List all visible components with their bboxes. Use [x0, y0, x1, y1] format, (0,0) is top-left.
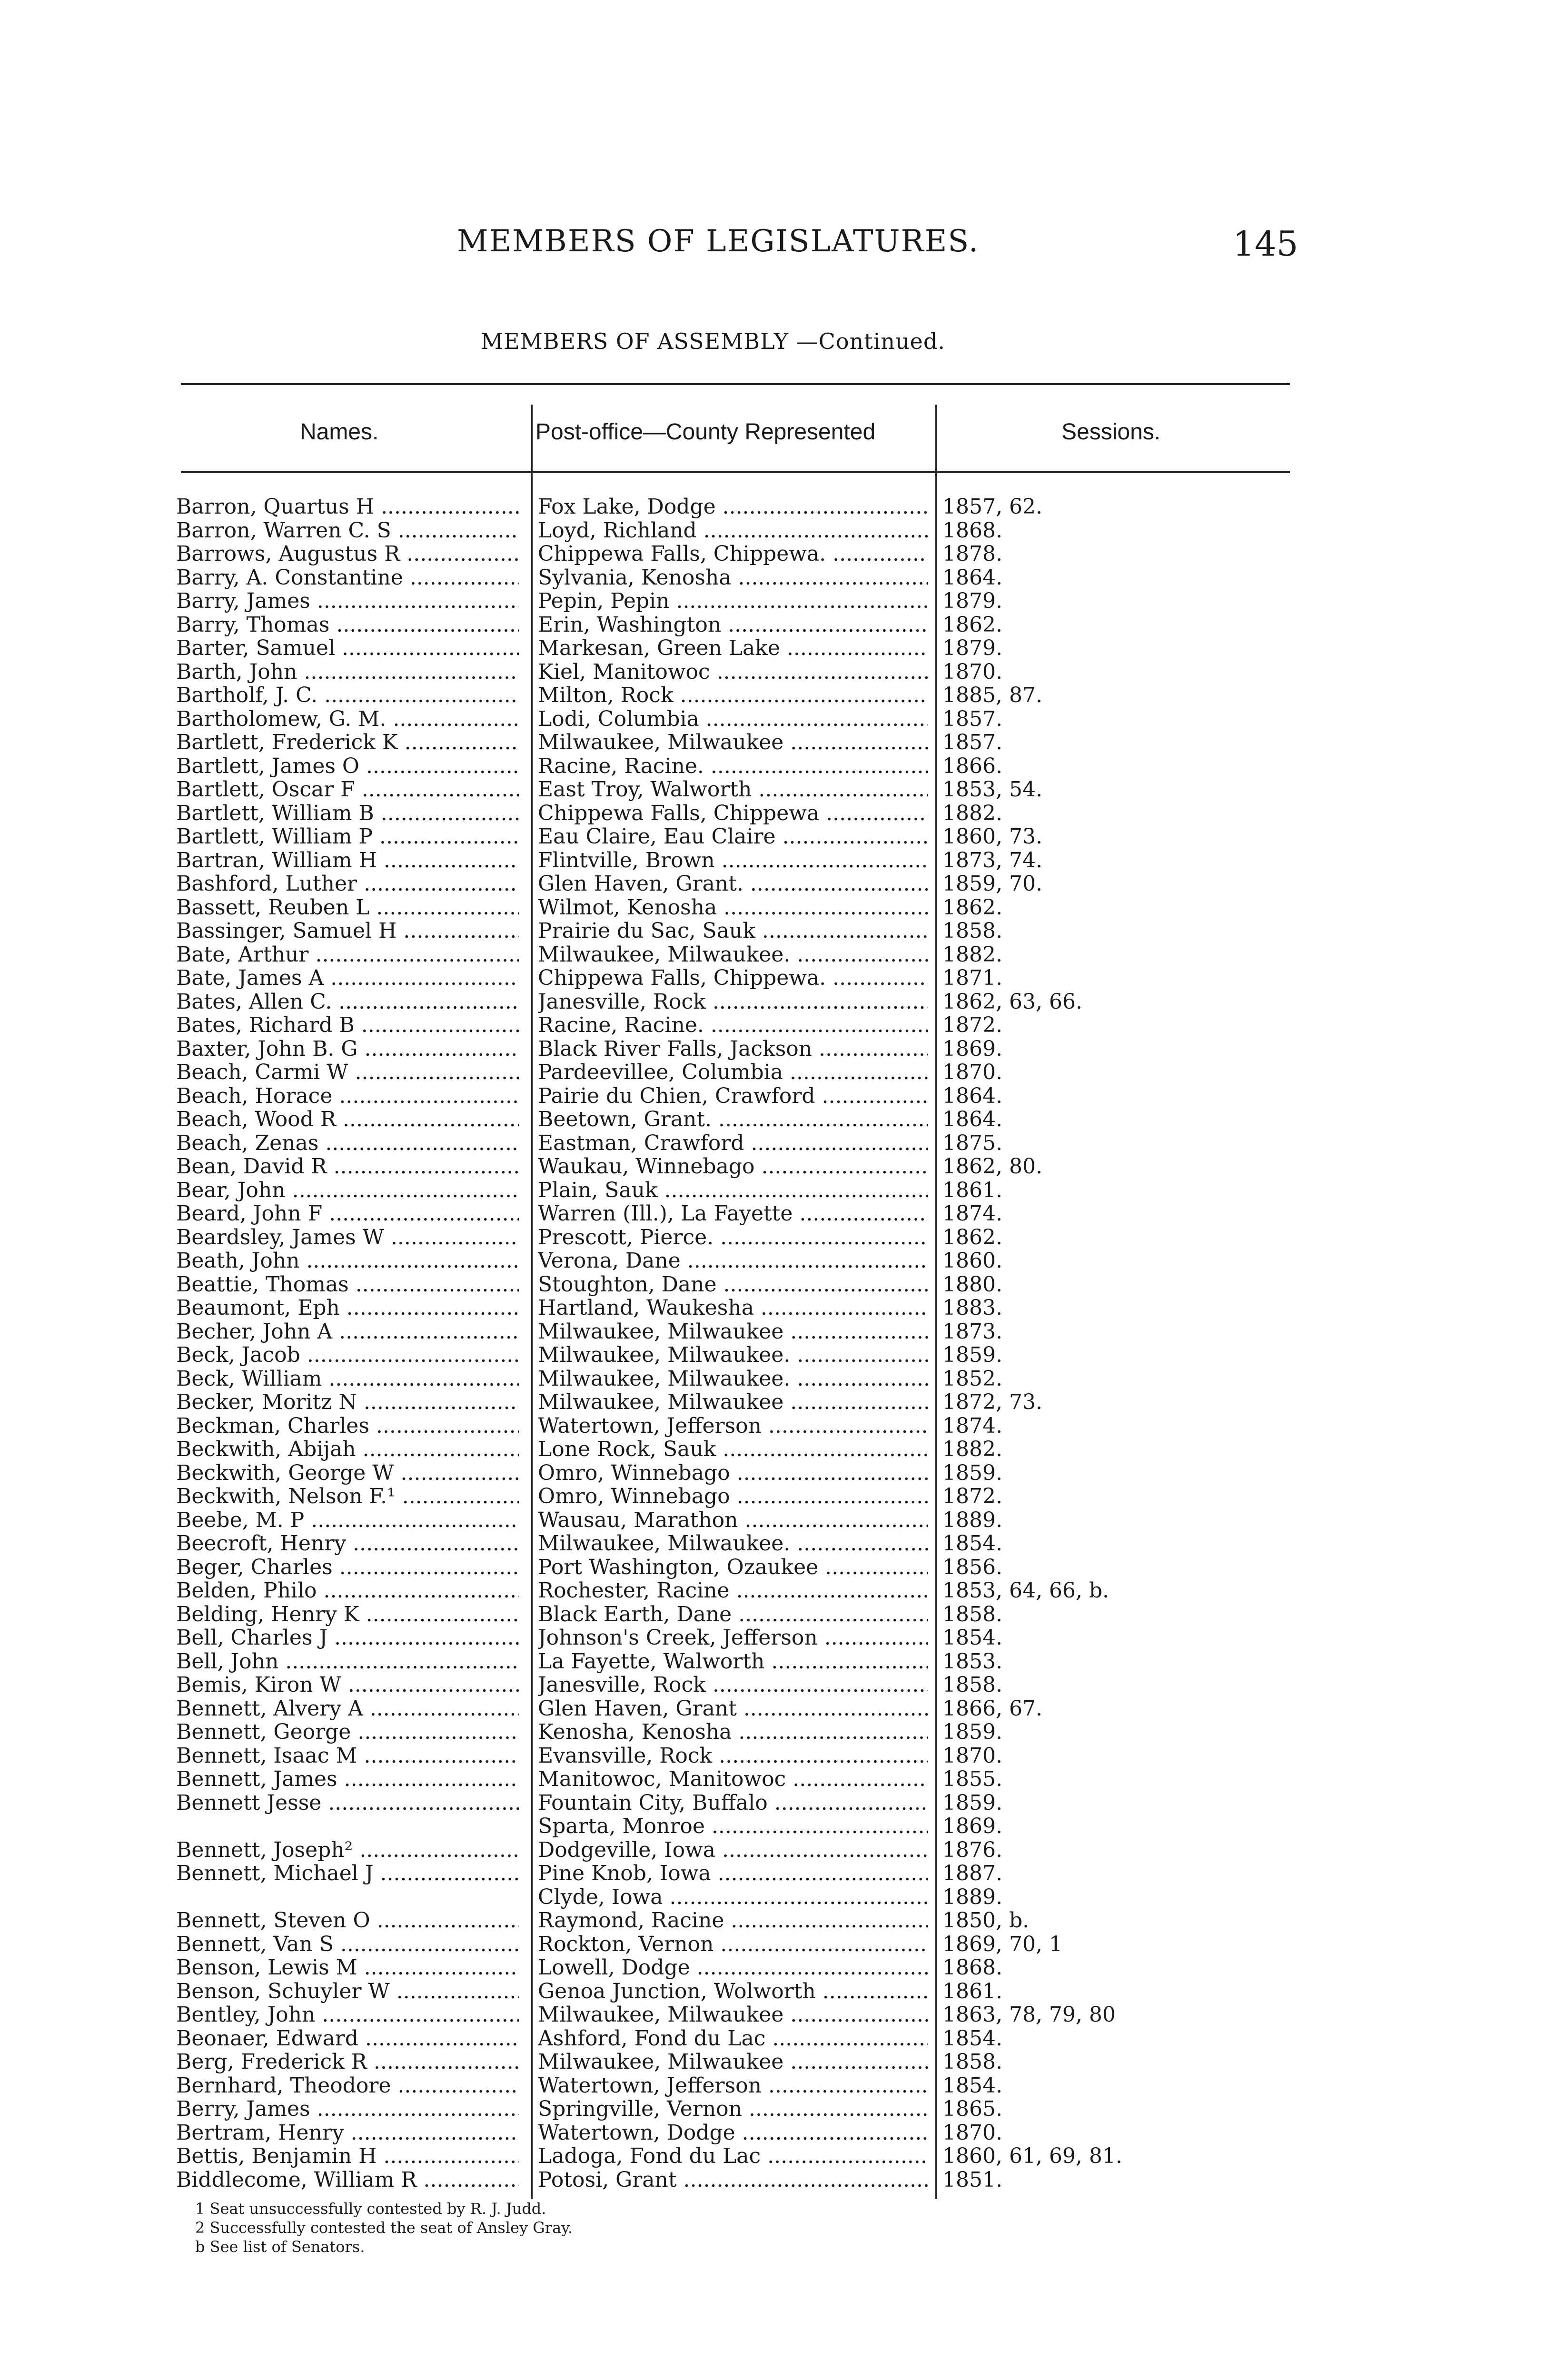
- member-name: Benson, Schuyler W .....: [176, 1980, 519, 2003]
- table-row: [0, 943, 1546, 967]
- post-office-county: Racine, Racine. .....: [538, 1013, 928, 1037]
- table-row: [0, 1767, 1546, 1791]
- sessions: 1866, 67.: [942, 1696, 1042, 1721]
- member-name: Beonaer, Edward .....: [176, 2027, 519, 2051]
- sessions: 1869.: [942, 1037, 1002, 1061]
- sessions: 1864.: [942, 1084, 1002, 1108]
- post-office-county: Pine Knob, Iowa .....: [538, 1862, 928, 1885]
- sessions: 1864.: [942, 565, 1002, 590]
- sessions: 1854.: [942, 1531, 1002, 1556]
- footnote: b See list of Senators.: [195, 2238, 365, 2256]
- table-row: [0, 919, 1546, 943]
- table-row: [0, 2003, 1546, 2027]
- table-row: [0, 1980, 1546, 2003]
- member-name: Beckwith, George W .....: [176, 1461, 519, 1485]
- post-office-county: Black River Falls, Jackson .....: [538, 1037, 928, 1061]
- table-row: [0, 1343, 1546, 1367]
- table-row: [0, 1273, 1546, 1297]
- sessions: 1889.: [942, 1508, 1002, 1532]
- member-name: Bennett, Joseph² .....: [176, 1838, 519, 1862]
- post-office-county: Wausau, Marathon .....: [538, 1508, 928, 1532]
- sessions: 1859.: [942, 1720, 1002, 1744]
- post-office-county: Sparta, Monroe .....: [538, 1815, 928, 1838]
- table-row: [0, 542, 1546, 566]
- member-name: Bartran, William H .....: [176, 849, 519, 873]
- table-row: [0, 495, 1546, 519]
- member-name: Bartlett, Oscar F .....: [176, 778, 519, 802]
- post-office-county: Prairie du Sac, Sauk .....: [538, 919, 928, 943]
- post-office-county: Kenosha, Kenosha .....: [538, 1720, 928, 1744]
- table-row: [0, 1508, 1546, 1532]
- table-row: [0, 966, 1546, 990]
- sessions: 1854.: [942, 1626, 1002, 1650]
- table-row: [0, 1438, 1546, 1461]
- post-office-county: Chippewa Falls, Chippewa. .....: [538, 966, 928, 990]
- sessions: 1866.: [942, 754, 1002, 778]
- column-header-names: Names.: [300, 419, 379, 445]
- table-row: [0, 1838, 1546, 1862]
- sessions: 1879.: [942, 636, 1002, 660]
- sessions: 1858.: [942, 1673, 1002, 1697]
- post-office-county: Black Earth, Dane .....: [538, 1603, 928, 1626]
- sessions: 1864.: [942, 1107, 1002, 1131]
- table-row: [0, 636, 1546, 660]
- table-row: [0, 1390, 1546, 1414]
- table-row: [0, 2027, 1546, 2051]
- table-row: [0, 1720, 1546, 1744]
- sessions: 1876.: [942, 1838, 1002, 1862]
- member-name: Bentley, John .....: [176, 2003, 519, 2027]
- table-row: [0, 2074, 1546, 2098]
- post-office-county: Pardeevillee, Columbia .....: [538, 1061, 928, 1084]
- table-row: [0, 660, 1546, 684]
- member-name: Baxter, John B. G .....: [176, 1037, 519, 1061]
- sessions: 1870.: [942, 2121, 1002, 2145]
- member-name: Barry, A. Constantine .....: [176, 566, 519, 590]
- sessions: 1860.: [942, 1249, 1002, 1273]
- member-name: Barrows, Augustus R .....: [176, 542, 519, 566]
- post-office-county: Loyd, Richland .....: [538, 519, 928, 543]
- post-office-county: Warren (Ill.), La Fayette .....: [538, 1202, 928, 1226]
- table-row: [0, 825, 1546, 849]
- member-name: Bate, Arthur .....: [176, 943, 519, 967]
- member-name: Barter, Samuel .....: [176, 636, 519, 660]
- sessions: 1862.: [942, 1225, 1002, 1250]
- member-name: Bates, Richard B .....: [176, 1013, 519, 1037]
- post-office-county: Glen Haven, Grant. .....: [538, 872, 928, 896]
- member-name: Bennett, James .....: [176, 1767, 519, 1791]
- table-row: [0, 2144, 1546, 2168]
- table-row: [0, 1956, 1546, 1980]
- sessions: 1862, 63, 66.: [942, 990, 1082, 1014]
- member-name: Beach, Wood R .....: [176, 1108, 519, 1131]
- table-row: [0, 1485, 1546, 1508]
- table-row: [0, 1603, 1546, 1626]
- member-name: Bartlett, William B .....: [176, 802, 519, 825]
- sessions: 1882.: [942, 942, 1002, 967]
- post-office-county: Lodi, Columbia .....: [538, 707, 928, 731]
- sessions: 1855.: [942, 1767, 1002, 1791]
- table-row: [0, 1626, 1546, 1650]
- footnote: 2 Successfully contested the seat of Ansley Gray.: [195, 2219, 573, 2237]
- member-name: Barry, Thomas .....: [176, 613, 519, 637]
- table-row: [0, 1320, 1546, 1344]
- sessions: 1872, 73.: [942, 1390, 1042, 1414]
- member-name: Beebe, M. P .....: [176, 1508, 519, 1532]
- table-row: [0, 1249, 1546, 1273]
- table-row: [0, 872, 1546, 896]
- table-row: [0, 1461, 1546, 1485]
- sessions: 1850, b.: [942, 1908, 1030, 1933]
- post-office-county: Raymond, Racine .....: [538, 1909, 928, 1933]
- table-row: [0, 2097, 1546, 2121]
- sessions: 1871.: [942, 966, 1002, 990]
- post-office-county: Milwaukee, Milwaukee. .....: [538, 943, 928, 967]
- table-row: [0, 2121, 1546, 2145]
- member-name: Benson, Lewis M .....: [176, 1956, 519, 1980]
- member-name: Bettis, Benjamin H .....: [176, 2144, 519, 2168]
- header-rule: [181, 471, 1290, 473]
- member-name: Beckman, Charles .....: [176, 1414, 519, 1438]
- sessions: 1880.: [942, 1272, 1002, 1297]
- sessions: 1857, 62.: [942, 495, 1042, 519]
- post-office-county: Dodgeville, Iowa .....: [538, 1838, 928, 1862]
- column-header-sessions: Sessions.: [1061, 419, 1161, 445]
- sessions: 1857.: [942, 730, 1002, 754]
- post-office-county: Omro, Winnebago .....: [538, 1461, 928, 1485]
- post-office-county: Evansville, Rock .....: [538, 1744, 928, 1768]
- sessions: 1869, 70, 1: [942, 1932, 1062, 1956]
- post-office-county: Racine, Racine. .....: [538, 754, 928, 778]
- post-office-county: Sylvania, Kenosha .....: [538, 566, 928, 590]
- member-name: Berg, Frederick R .....: [176, 2050, 519, 2074]
- table-row: [0, 1202, 1546, 1226]
- table-row: [0, 2168, 1546, 2192]
- sessions: 1854.: [942, 2073, 1002, 2098]
- post-office-county: Waukau, Winnebago .....: [538, 1155, 928, 1179]
- member-name: Bartholomew, G. M. .....: [176, 707, 519, 731]
- member-name: Berry, James .....: [176, 2097, 519, 2121]
- post-office-county: Lowell, Dodge .....: [538, 1956, 928, 1980]
- member-name: Bean, David R .....: [176, 1155, 519, 1179]
- post-office-county: Pepin, Pepin .....: [538, 589, 928, 613]
- post-office-county: Glen Haven, Grant .....: [538, 1697, 928, 1721]
- member-name: Bennett Jesse .....: [176, 1791, 519, 1815]
- post-office-county: Manitowoc, Manitowoc .....: [538, 1767, 928, 1791]
- table-row: [0, 589, 1546, 613]
- post-office-county: Eau Claire, Eau Claire .....: [538, 825, 928, 849]
- post-office-county: Chippewa Falls, Chippewa. .....: [538, 542, 928, 566]
- post-office-county: Milwaukee, Milwaukee. .....: [538, 1343, 928, 1367]
- table-row: [0, 1791, 1546, 1815]
- member-name: Barron, Warren C. S .....: [176, 519, 519, 543]
- member-name: Beck, Jacob .....: [176, 1343, 519, 1367]
- post-office-county: Watertown, Jefferson .....: [538, 2074, 928, 2098]
- post-office-county: Erin, Washington .....: [538, 613, 928, 637]
- sessions: 1872.: [942, 1013, 1002, 1037]
- member-name: Bartlett, James O .....: [176, 754, 519, 778]
- post-office-county: Milwaukee, Milwaukee .....: [538, 731, 928, 754]
- sessions: 1889.: [942, 1885, 1002, 1909]
- sessions: 1885, 87.: [942, 683, 1042, 707]
- member-name: Beach, Horace .....: [176, 1084, 519, 1108]
- sessions: 1878.: [942, 542, 1002, 566]
- table-row: [0, 1862, 1546, 1885]
- sessions: 1861.: [942, 1178, 1002, 1202]
- member-name: Beckwith, Nelson F.¹ .....: [176, 1485, 519, 1508]
- member-name: Bashford, Luther .....: [176, 872, 519, 896]
- sessions: 1863, 78, 79, 80: [942, 2003, 1116, 2027]
- member-name: Barth, John .....: [176, 660, 519, 684]
- column-header-post: Post-office—County Represented: [535, 419, 876, 445]
- sessions: 1858.: [942, 919, 1002, 943]
- member-name: Beardsley, James W .....: [176, 1226, 519, 1250]
- sessions: 1862, 80.: [942, 1154, 1042, 1179]
- table-row: [0, 1155, 1546, 1179]
- sessions: 1859.: [942, 1343, 1002, 1367]
- table-row: [0, 849, 1546, 873]
- table-row: [0, 1131, 1546, 1155]
- member-name: Becker, Moritz N .....: [176, 1390, 519, 1414]
- table-row: [0, 1650, 1546, 1674]
- table-row: [0, 1815, 1546, 1838]
- member-name: Bemis, Kiron W .....: [176, 1673, 519, 1697]
- table-row: [0, 1414, 1546, 1438]
- table-row: [0, 1697, 1546, 1721]
- member-name: Beach, Zenas .....: [176, 1131, 519, 1155]
- member-name: Beach, Carmi W .....: [176, 1061, 519, 1084]
- post-office-county: Kiel, Manitowoc .....: [538, 660, 928, 684]
- sessions: 1853, 64, 66, b.: [942, 1578, 1110, 1603]
- table-row: [0, 684, 1546, 707]
- sessions: 1882.: [942, 801, 1002, 825]
- table-row: [0, 1226, 1546, 1250]
- member-name: Beard, John F .....: [176, 1202, 519, 1226]
- sessions: 1856.: [942, 1555, 1002, 1579]
- sessions: 1879.: [942, 589, 1002, 613]
- table-row: [0, 1579, 1546, 1603]
- sessions: 1860, 61, 69, 81.: [942, 2144, 1122, 2168]
- sessions: 1874.: [942, 1414, 1002, 1438]
- table-row: [0, 1061, 1546, 1084]
- member-name: Biddlecome, William R .....: [176, 2168, 519, 2192]
- table-row: [0, 1909, 1546, 1933]
- post-office-county: Milwaukee, Milwaukee .....: [538, 1390, 928, 1414]
- table-row: [0, 1013, 1546, 1037]
- post-office-county: Verona, Dane .....: [538, 1249, 928, 1273]
- member-name: Bennett, George .....: [176, 1720, 519, 1744]
- table-row: [0, 1084, 1546, 1108]
- member-name: Bennett, Alvery A .....: [176, 1697, 519, 1721]
- sessions: 1858.: [942, 1602, 1002, 1626]
- table-row: [0, 1296, 1546, 1320]
- sessions: 1852.: [942, 1367, 1002, 1391]
- member-name: Becher, John A .....: [176, 1320, 519, 1344]
- post-office-county: Port Washington, Ozaukee .....: [538, 1556, 928, 1579]
- table-row: [0, 731, 1546, 754]
- post-office-county: Ashford, Fond du Lac .....: [538, 2027, 928, 2051]
- table-row: [0, 613, 1546, 637]
- post-office-county: Pairie du Chien, Crawford .....: [538, 1084, 928, 1108]
- post-office-county: Milwaukee, Milwaukee. .....: [538, 1367, 928, 1391]
- sessions: 1858.: [942, 2050, 1002, 2074]
- member-name: Beaumont, Eph .....: [176, 1296, 519, 1320]
- member-name: Bennett, Van S .....: [176, 1933, 519, 1956]
- sessions: 1859, 70.: [942, 872, 1042, 896]
- post-office-county: Genoa Junction, Wolworth .....: [538, 1980, 928, 2003]
- table-row: [0, 519, 1546, 543]
- table-row: [0, 1108, 1546, 1131]
- table-row: [0, 1933, 1546, 1956]
- post-office-county: Janesville, Rock .....: [538, 1673, 928, 1697]
- member-name: Belding, Henry K .....: [176, 1603, 519, 1626]
- post-office-county: Prescott, Pierce. .....: [538, 1226, 928, 1250]
- post-office-county: Fox Lake, Dodge .....: [538, 495, 928, 519]
- table-row: [0, 754, 1546, 778]
- member-name: Bertram, Henry .....: [176, 2121, 519, 2145]
- member-name: Beath, John .....: [176, 1249, 519, 1273]
- page-number: 145: [1233, 224, 1298, 264]
- member-name: Bell, John .....: [176, 1650, 519, 1674]
- post-office-county: Ladoga, Fond du Lac .....: [538, 2144, 928, 2168]
- member-name: Bartlett, William P .....: [176, 825, 519, 849]
- post-office-county: Watertown, Dodge .....: [538, 2121, 928, 2145]
- sessions: 1874.: [942, 1201, 1002, 1226]
- member-name: Bennett, Steven O .....: [176, 1909, 519, 1933]
- sessions: 1870.: [942, 1744, 1002, 1768]
- table-row: [0, 2050, 1546, 2074]
- post-office-county: Milton, Rock .....: [538, 684, 928, 707]
- sessions: 1870.: [942, 1060, 1002, 1084]
- post-office-county: Watertown, Jefferson .....: [538, 1414, 928, 1438]
- post-office-county: Eastman, Crawford .....: [538, 1131, 928, 1155]
- post-office-county: Milwaukee, Milwaukee .....: [538, 2050, 928, 2074]
- top-rule: [181, 383, 1290, 385]
- table-row: [0, 1556, 1546, 1579]
- table-row: [0, 896, 1546, 920]
- sessions: 1861.: [942, 1979, 1002, 2003]
- table-row: [0, 1673, 1546, 1697]
- post-office-county: Milwaukee, Milwaukee .....: [538, 1320, 928, 1344]
- sessions: 1860, 73.: [942, 824, 1042, 849]
- member-name: Barry, James .....: [176, 589, 519, 613]
- member-name: Beck, William .....: [176, 1367, 519, 1391]
- member-name: Bernhard, Theodore .....: [176, 2074, 519, 2098]
- member-name: Bennett, Michael J .....: [176, 1862, 519, 1885]
- sessions: 1853, 54.: [942, 777, 1042, 802]
- post-office-county: Beetown, Grant. .....: [538, 1108, 928, 1131]
- table-row: [0, 566, 1546, 590]
- post-office-county: Plain, Sauk .....: [538, 1179, 928, 1202]
- sessions: 1862.: [942, 895, 1002, 920]
- post-office-county: Janesville, Rock .....: [538, 990, 928, 1014]
- table-row: [0, 1744, 1546, 1768]
- sessions: 1862.: [942, 613, 1002, 637]
- post-office-county: Wilmot, Kenosha .....: [538, 896, 928, 920]
- member-name: Bate, James A .....: [176, 966, 519, 990]
- sessions: 1869.: [942, 1814, 1002, 1838]
- member-name: Bennett, Isaac M .....: [176, 1744, 519, 1768]
- sessions: 1851.: [942, 2168, 1002, 2192]
- post-office-county: Clyde, Iowa .....: [538, 1885, 928, 1909]
- member-name: Bates, Allen C. .....: [176, 990, 519, 1014]
- sessions: 1873.: [942, 1319, 1002, 1344]
- member-name: Belden, Philo .....: [176, 1579, 519, 1603]
- table-row: [0, 990, 1546, 1014]
- member-name: Bartholf, J. C. .....: [176, 684, 519, 707]
- post-office-county: La Fayette, Walworth .....: [538, 1650, 928, 1674]
- member-name: Bell, Charles J .....: [176, 1626, 519, 1650]
- post-office-county: Stoughton, Dane .....: [538, 1273, 928, 1297]
- member-name: Bassett, Reuben L .....: [176, 896, 519, 920]
- footnote: 1 Seat unsuccessfully contested by R. J. Judd.: [195, 2200, 546, 2218]
- post-office-county: Milwaukee, Milwaukee .....: [538, 2003, 928, 2027]
- post-office-county: Milwaukee, Milwaukee. .....: [538, 1532, 928, 1556]
- post-office-county: Lone Rock, Sauk .....: [538, 1438, 928, 1461]
- post-office-county: Johnson's Creek, Jefferson .....: [538, 1626, 928, 1650]
- sessions: 1853.: [942, 1649, 1002, 1674]
- post-office-county: Markesan, Green Lake .....: [538, 636, 928, 660]
- sessions: 1859.: [942, 1791, 1002, 1815]
- footnotes: [195, 2199, 573, 2256]
- sessions: 1887.: [942, 1861, 1002, 1885]
- sessions: 1873, 74.: [942, 848, 1042, 873]
- table-row: [0, 707, 1546, 731]
- post-office-county: Flintville, Brown .....: [538, 849, 928, 873]
- post-office-county: Rochester, Racine .....: [538, 1579, 928, 1603]
- post-office-county: Rockton, Vernon .....: [538, 1933, 928, 1956]
- table-row: [0, 1037, 1546, 1061]
- post-office-county: Chippewa Falls, Chippewa .....: [538, 802, 928, 825]
- table-row: [0, 1179, 1546, 1202]
- table-title: MEMBERS OF ASSEMBLY —Continued.: [481, 328, 945, 354]
- sessions: 1868.: [942, 518, 1002, 543]
- member-name: Barron, Quartus H .....: [176, 495, 519, 519]
- member-name: Bear, John .....: [176, 1179, 519, 1202]
- member-name: Bassinger, Samuel H .....: [176, 919, 519, 943]
- sessions: 1868.: [942, 1955, 1002, 1980]
- table-row: [0, 1885, 1546, 1909]
- member-name: Beger, Charles .....: [176, 1556, 519, 1579]
- member-name: Beecroft, Henry .....: [176, 1532, 519, 1556]
- sessions: 1883.: [942, 1296, 1002, 1320]
- sessions: 1875.: [942, 1131, 1002, 1155]
- member-name: Beckwith, Abijah .....: [176, 1438, 519, 1461]
- sessions: 1859.: [942, 1461, 1002, 1485]
- running-head: MEMBERS OF LEGISLATURES.: [457, 224, 980, 259]
- sessions: 1857.: [942, 707, 1002, 731]
- post-office-county: Springville, Vernon .....: [538, 2097, 928, 2121]
- post-office-county: Hartland, Waukesha .....: [538, 1296, 928, 1320]
- member-name: Bartlett, Frederick K .....: [176, 731, 519, 754]
- sessions: 1865.: [942, 2097, 1002, 2121]
- post-office-county: East Troy, Walworth .....: [538, 778, 928, 802]
- sessions: 1872.: [942, 1484, 1002, 1508]
- sessions: 1870.: [942, 660, 1002, 684]
- sessions: 1854.: [942, 2026, 1002, 2051]
- table-row: [0, 778, 1546, 802]
- post-office-county: Omro, Winnebago .....: [538, 1485, 928, 1508]
- member-name: Beattie, Thomas .....: [176, 1273, 519, 1297]
- post-office-county: Potosi, Grant .....: [538, 2168, 928, 2192]
- table-row: [0, 802, 1546, 825]
- table-row: [0, 1367, 1546, 1391]
- sessions: 1882.: [942, 1437, 1002, 1461]
- table-row: [0, 1532, 1546, 1556]
- post-office-county: Fountain City, Buffalo .....: [538, 1791, 928, 1815]
